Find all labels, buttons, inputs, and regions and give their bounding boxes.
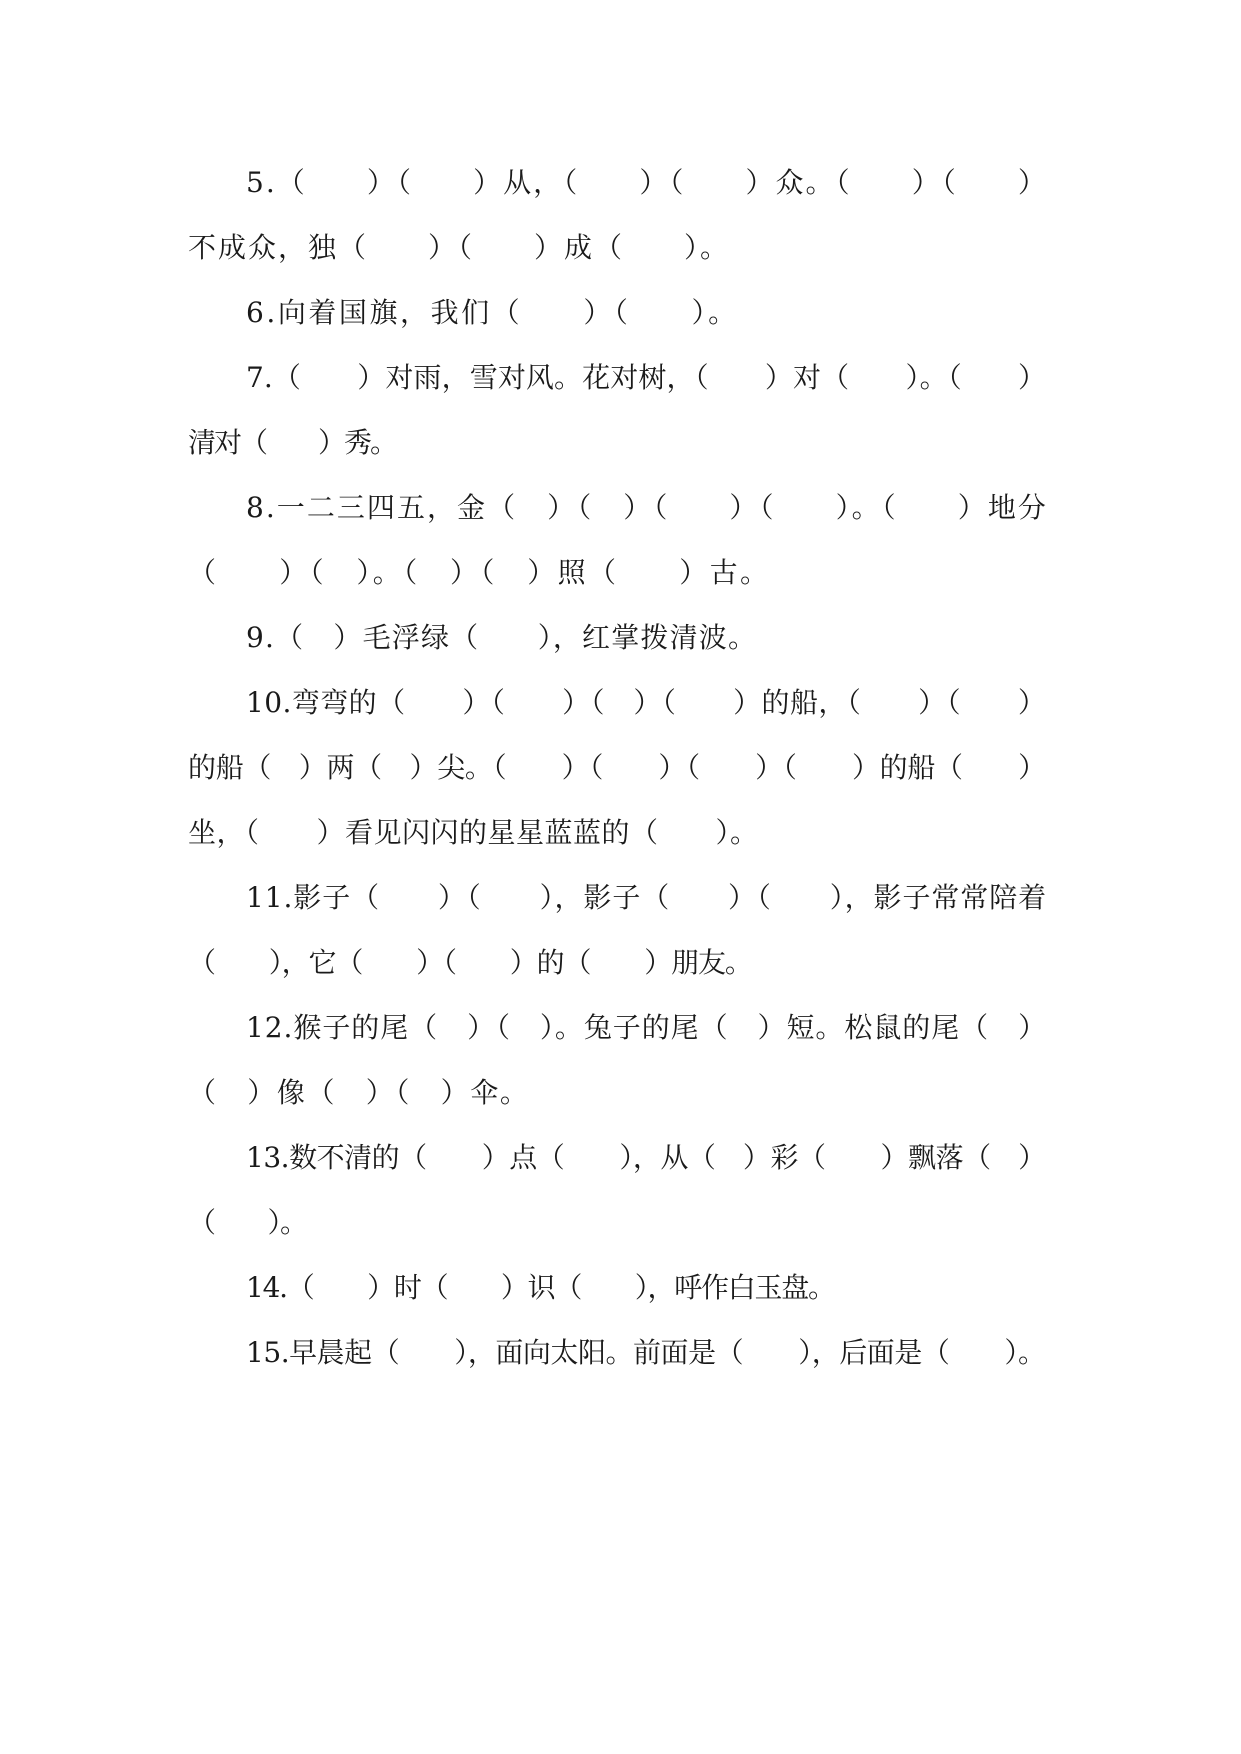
question-8-line-1: 8.一二三四五，金（ ）（ ）（ ）（ ）。（ ）地分 — [246, 491, 1048, 524]
question-5-line-2: 不成众，独（ ）（ ）成（ ）。 — [188, 231, 731, 264]
question-12-line-2: （ ）像（ ）（ ）伞。 — [188, 1076, 530, 1109]
question-11-line-2: （ ），它（ ）（ ）的（ ）朋友。 — [188, 946, 752, 979]
question-10-line-1: 10.弯弯的（ ）（ ）（ ）（ ）的船，（ ）（ ） — [246, 686, 1047, 719]
question-14: 14.（ ）时（ ）识（ ），呼作白玉盘。 — [246, 1271, 835, 1304]
question-7-line-2: 清对（ ）秀。 — [188, 426, 397, 459]
question-11-line-1: 11.影子（ ）（ ），影子（ ）（ ），影子常常陪着 — [246, 881, 1048, 914]
question-13-line-2: （ ）。 — [188, 1206, 307, 1239]
question-12-line-1: 12.猴子的尾（ ）（ ）。兔子的尾（ ）短。松鼠的尾（ ） — [246, 1011, 1048, 1044]
question-13-line-1: 13.数不清的（ ）点（ ），从（ ）彩（ ）飘落（ ） — [246, 1141, 1046, 1174]
question-6: 6.向着国旗，我们（ ）（ ）。 — [246, 296, 739, 329]
question-10-line-3: 坐，（ ）看见闪闪的星星蓝蓝的（ ）。 — [188, 816, 759, 849]
question-15: 15.早晨起（ ），面向太阳。前面是（ ），后面是（ ）。 — [246, 1336, 1046, 1369]
question-7-line-1: 7.（ ）对雨，雪对风。花对树，（ ）对（ ）。（ ） — [246, 361, 1047, 394]
question-9: 9.（ ）毛浮绿（ ），红掌拨清波。 — [246, 621, 758, 654]
question-5-line-1: 5.（ ）（ ）从，（ ）（ ）众。（ ）（ ） — [246, 166, 1048, 199]
question-10-line-2: 的船（ ）两（ ）尖。（ ）（ ）（ ）（ ）的船（ ） — [188, 751, 1046, 784]
question-8-line-2: （ ）（ ）。（ ）（ ）照（ ）古。 — [188, 556, 771, 589]
